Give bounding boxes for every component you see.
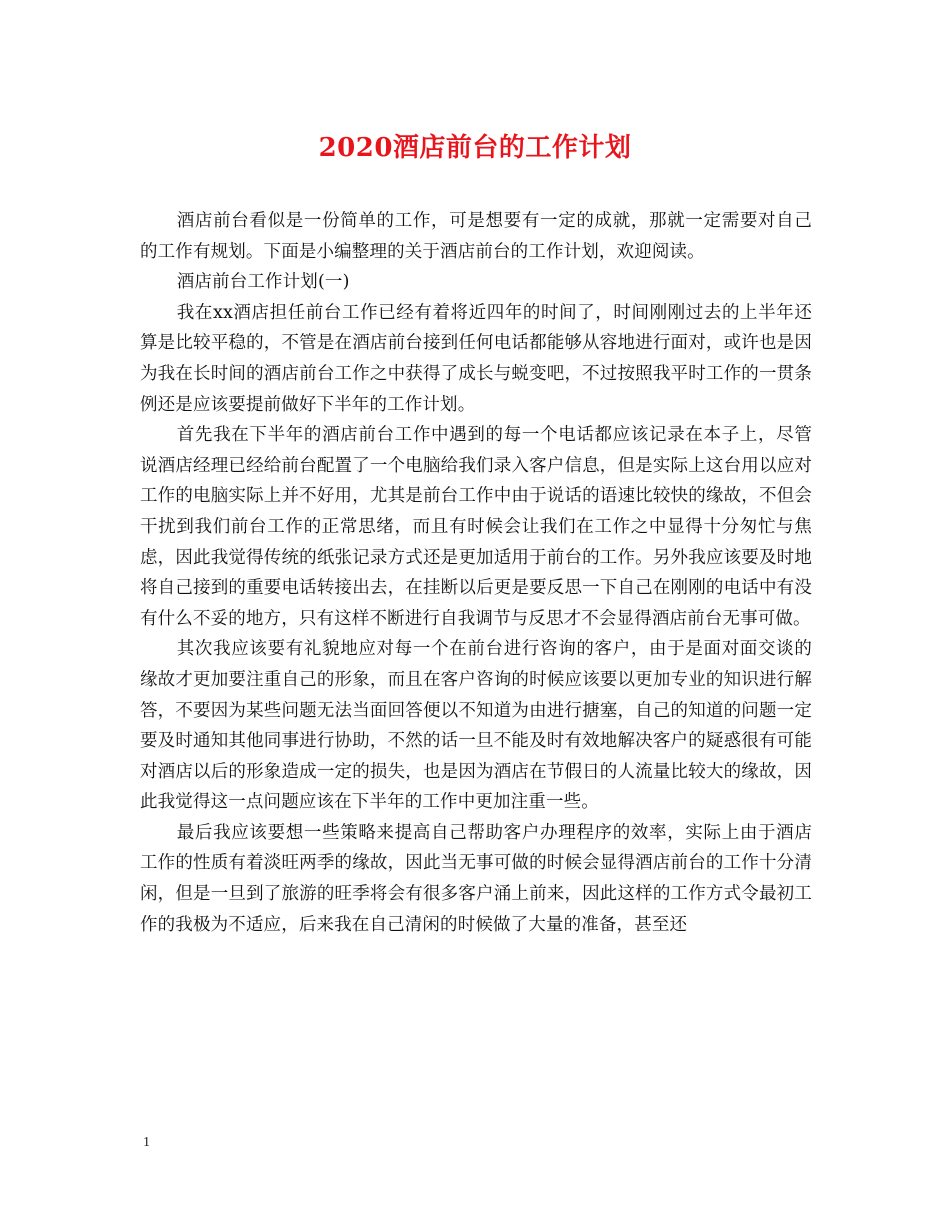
section-heading: 酒店前台工作计划(一) xyxy=(176,272,350,293)
intro-paragraph: 酒店前台看似是一份简单的工作，可是想要有一定的成就，那就一定需要对自己的工作有规划。下面是小编整理的关于酒店前台的工作计划，欢迎阅读。 xyxy=(140,211,812,262)
body-paragraph: 我在xx酒店担任前台工作已经有着将近四年的时间了，时间刚刚过去的上半年还算是比较平稳的，不管是在酒店前台接到任何电话都能够从容地进行面对，或许也是因为我在长时间的酒店前台工作之中获得了成长与蜕变吧，不过按照我平时工作的一贯条例还是应该要提前做好下半年的工作计划。 xyxy=(140,302,812,415)
document-title: 2020酒店前台的工作计划 xyxy=(318,133,632,163)
body-paragraph: 其次我应该要有礼貌地应对每一个在前台进行咨询的客户，由于是面对面交谈的缘故才更加要注重自己的形象，而且在客户咨询的时候应该要以更加专业的知识进行解答，不要因为某些问题无法当面回答便以不知道为由进行搪塞，自己的知道的问题一定要及时通知其他同事进行协助，不然的话一旦不能及时有效地解决客户的疑惑很有可能对酒店以后的形象造成一定的损失，也是因为酒店在节假日的人流量比较大的缘故，因此我觉得这一点问题应该在下半年的工作中更加注重一些。 xyxy=(140,639,812,813)
page-number: 1 xyxy=(143,1135,150,1150)
document-body xyxy=(140,206,812,940)
body-paragraph: 最后我应该要想一些策略来提高自己帮助客户办理程序的效率，实际上由于酒店工作的性质有着淡旺两季的缘故，因此当无事可做的时候会显得酒店前台的工作十分清闲，但是一旦到了旅游的旺季将会有很多客户涌上前来，因此这样的工作方式令最初工作的我极为不适应，后来我在自己清闲的时候做了大量的准备，甚至还 xyxy=(140,822,812,935)
body-paragraph: 首先我在下半年的酒店前台工作中遇到的每一个电话都应该记录在本子上，尽管说酒店经理已经给前台配置了一个电脑给我们录入客户信息，但是实际上这台用以应对工作的电脑实际上并不好用，尤其是前台工作中由于说话的语速比较快的缘故，不但会干扰到我们前台工作的正常思绪，而且有时候会让我们在工作之中显得十分匆忙与焦虑，因此我觉得传统的纸张记录方式还是更加适用于前台的工作。另外我应该要及时地将自己接到的重要电话转接出去，在挂断以后更是要反思一下自己在刚刚的电话中有没有什么不妥的地方，只有这样不断进行自我调节与反思才不会显得酒店前台无事可做。 xyxy=(140,425,812,629)
